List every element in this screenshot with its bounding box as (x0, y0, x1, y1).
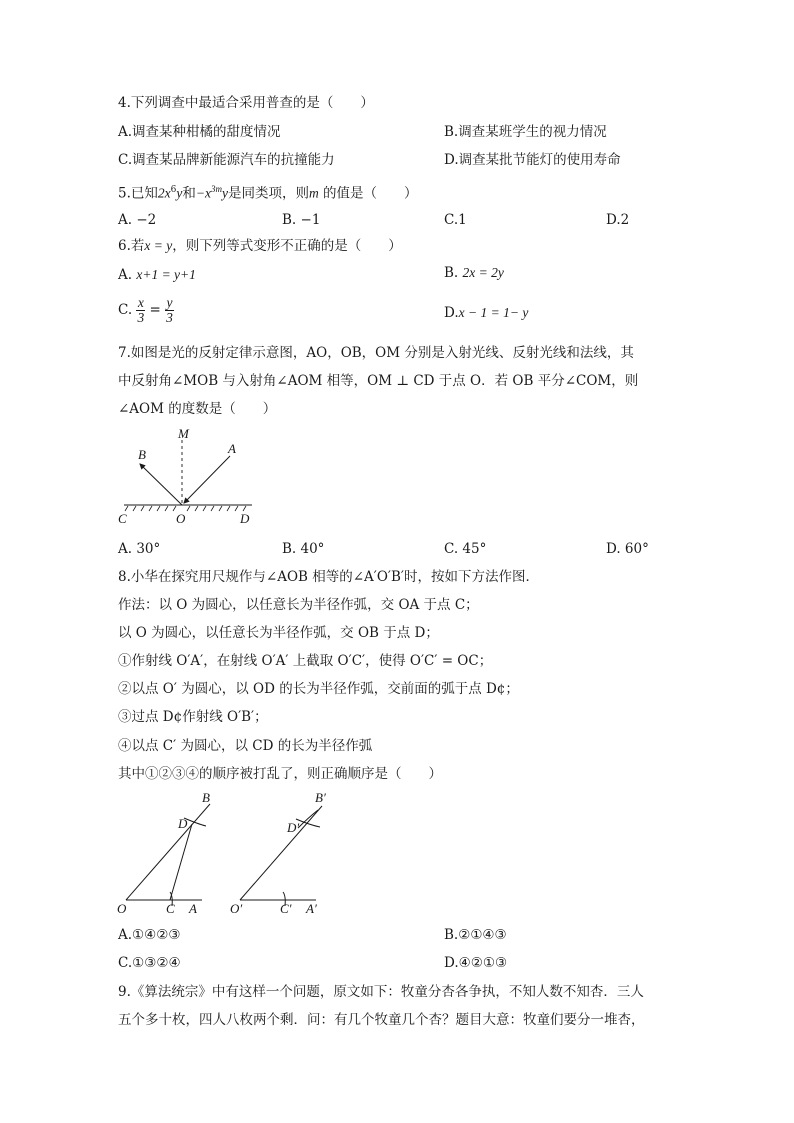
q6-option-c-label: C. (118, 302, 133, 318)
q6-option-c (118, 296, 174, 325)
fig2-label-c1: C′ (280, 901, 292, 916)
fig2-label-o1: O′ (230, 901, 243, 916)
q6-frac-eq: = (149, 302, 161, 318)
q6-condition: x = y (144, 238, 173, 253)
fig2-label-b1: B′ (315, 790, 326, 805)
q5-pre: 5.已知 (118, 185, 158, 202)
q4-option-c: C.调查某品牌新能源汽车的抗撞能力 (118, 152, 335, 168)
label-o: O (176, 511, 186, 526)
q5-stem (118, 180, 418, 203)
q6-fraction-right (165, 296, 174, 325)
q8-step1: ①作射线 O′A′，在射线 O′A′ 上截取 O′C′，使得 O′C′ = OC； (118, 653, 493, 669)
q7-option-c: C. 45° (444, 541, 487, 557)
q5-mid: 和 (182, 185, 196, 202)
reflection-diagram (112, 426, 262, 530)
q6-frac1-den: 3 (137, 310, 145, 325)
q6-option-d-expr: x − 1 = 1− y (458, 305, 529, 320)
ray-o1b1 (240, 806, 322, 900)
fig1-label-d: D (178, 816, 188, 831)
q6-stem (118, 237, 402, 255)
q8-line1: 8.小华在探究用尺规作与∠AOB 相等的∠A′O′B′时，按如下方法作图． (118, 569, 539, 585)
label-c: C (118, 511, 127, 526)
q8-line4: 其中①②③④的顺序被打乱了，则正确顺序是（ ） (118, 766, 442, 782)
q7-line3: ∠AOM 的度数是（ ） (118, 401, 277, 417)
q6-frac2-num: y (166, 295, 173, 310)
q5-option-c: C.1 (444, 212, 467, 228)
q6-option-a-label: A. (118, 267, 133, 283)
q4-option-b: B.调查某班学生的视力情况 (444, 124, 607, 140)
q9-line2: 五个多十枚，四人八枚两个剩．问：有几个牧童几个杏？题目大意：牧童们要分一堆杏， (118, 1012, 645, 1028)
fig2-label-d1: D′ (287, 820, 300, 835)
q8-option-a: A.①④②③ (118, 927, 181, 943)
q6-option-b-expr: 2x = 2y (462, 265, 504, 280)
q5-post2: 的值是（ ） (318, 185, 418, 202)
q8-line3: 以 O 为圆心，以任意长为半径作弧，交 OB 于点 D； (118, 625, 439, 641)
q6-option-b (444, 264, 504, 282)
q5-term2b: y (221, 185, 228, 201)
q6-fraction-left (136, 296, 145, 325)
q8-line2: 作法：以 O 为圆心，以任意长为半径作弧，交 OA 于点 C； (118, 597, 479, 613)
q6-option-d-label: D. (444, 305, 459, 321)
q4-stem: 4.下列调查中最适合采用普查的是（ ） (118, 95, 374, 111)
q8-step2: ②以点 O′ 为圆心，以 OD 的长为半径作弧，交前面的弧于点 D¢； (118, 681, 519, 697)
label-a: A (228, 441, 236, 456)
q5-option-a: A. −2 (118, 212, 157, 228)
q5-post: 是同类项，则 (227, 185, 309, 202)
q7-option-b: B. 40° (282, 541, 325, 557)
q5-term2: −x (195, 185, 211, 201)
q6-option-a-expr: x+1 = y+1 (136, 267, 196, 282)
q8-step3: ③过点 D¢作射线 O′B′； (118, 709, 268, 725)
q5-exp1: 6 (170, 185, 177, 195)
q8-option-b: B.②①④③ (444, 927, 507, 943)
q8-option-d: D.④②①③ (444, 955, 508, 971)
ray-ob (126, 804, 210, 900)
q7-option-d: D. 60° (606, 541, 649, 557)
q5-exp2: 3m (210, 184, 222, 194)
incident-ray-ao (184, 456, 230, 503)
construction-figure-a1o1b1 (224, 790, 334, 918)
q6-post: ，则下列等式变形不正确的是（ ） (172, 238, 402, 254)
label-d: D (240, 511, 250, 526)
segment-cd (170, 824, 192, 900)
construction-figure-aob (112, 790, 222, 918)
q4-option-d: D.调查某批节能灯的使用寿命 (444, 152, 621, 168)
fig1-label-b: B (202, 790, 210, 805)
fig1-label-c: C (166, 901, 175, 916)
q6-option-a (118, 266, 196, 284)
fig1-label-o: O (117, 901, 127, 916)
q4-option-a: A.调查某种柑橘的甜度情况 (118, 124, 281, 140)
q9-line1: 9.《算法统宗》中有这样一个问题，原文如下：牧童分杏各争执，不知人数不知杏．三人 (118, 984, 644, 1000)
fig2-label-a1: A′ (306, 901, 317, 916)
q6-frac1-num: x (137, 295, 144, 310)
q5-term1b: y (176, 185, 183, 201)
q6-pre: 6.若 (118, 238, 145, 254)
label-m: M (178, 426, 189, 441)
mirror-hatching (125, 506, 246, 511)
reflected-ray-ob (140, 464, 182, 505)
q7-line2: 中反射角∠MOB 与入射角∠AOM 相等，OM ⊥ CD 于点 O．若 OB 平分∠COM，则 (118, 373, 639, 389)
label-b: B (138, 447, 146, 462)
q5-option-d: D.2 (606, 212, 630, 228)
fig1-label-a: A (189, 901, 197, 916)
q5-option-b: B. −1 (282, 212, 321, 228)
q7-line1: 7.如图是光的反射定律示意图，AO，OB，OM 分别是入射光线、反射光线和法线，其 (118, 345, 634, 361)
q5-var-m: m (308, 185, 319, 201)
q8-option-c: C.①③②④ (118, 955, 181, 971)
q6-frac2-den: 3 (166, 310, 173, 325)
q6-option-d (444, 304, 528, 322)
q5-term1: 2x (157, 185, 171, 201)
q6-option-b-label: B. (444, 265, 459, 281)
q8-step4: ④以点 C′ 为圆心，以 CD 的长为半径作弧 (118, 738, 373, 754)
q7-option-a: A. 30° (118, 541, 161, 557)
